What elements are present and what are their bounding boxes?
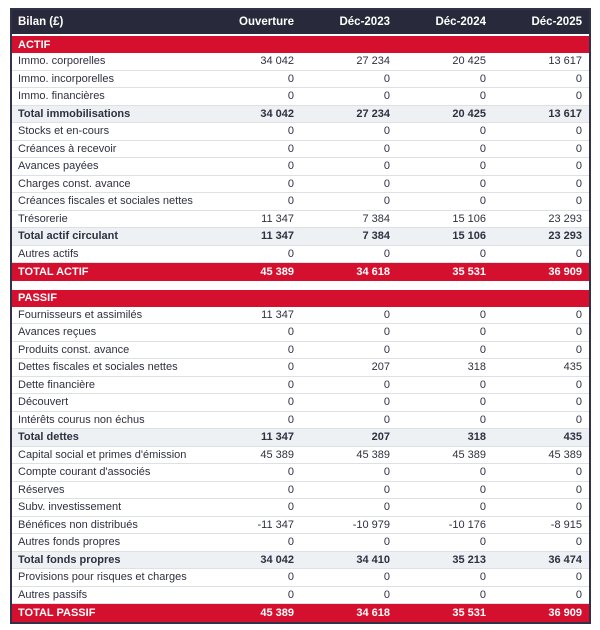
cell-value: 318 [467,361,486,374]
row-label: Intérêts courus non échus [18,413,145,426]
cell-value: 0 [383,396,390,409]
cell-value: 0 [383,326,390,339]
cell-value: 207 [371,361,390,374]
cell-value: 0 [287,378,294,391]
cell-value: 35 531 [452,606,486,619]
cell-value: 27 234 [356,107,390,120]
cell-value: -10 979 [352,518,390,531]
cell-value: 0 [383,501,390,514]
cell-value: 0 [575,466,582,479]
cell-value: 435 [563,361,582,374]
cell-value: 15 106 [452,230,486,243]
row-label: Total actif circulant [18,230,119,243]
cell-value: 0 [287,125,294,138]
cell-value: 35 213 [452,553,486,566]
cell-value: 0 [287,588,294,601]
table-row [12,106,589,124]
table-row [12,158,589,176]
table-row [12,324,589,342]
cell-value: 0 [575,588,582,601]
table-row [12,429,589,447]
cell-value: 11 347 [260,431,294,444]
cell-value: 34 042 [260,55,294,68]
cell-value: 0 [383,343,390,356]
table-row [12,359,589,377]
table-row [12,412,589,430]
cell-value: 0 [383,247,390,260]
row-label: Total fonds propres [18,553,121,566]
cell-value: 0 [479,142,486,155]
table-row [12,482,589,500]
cell-value: 0 [287,142,294,155]
table-row [12,71,589,89]
cell-value: 0 [479,195,486,208]
table-row [12,499,589,517]
section-title: PASSIF [18,292,57,304]
column-header: Déc-2025 [531,16,582,28]
cell-value: 0 [575,378,582,391]
row-label: Avances payées [18,160,99,173]
table-row [12,246,589,264]
cell-value: 0 [479,308,486,321]
cell-value: 0 [287,361,294,374]
cell-value: 45 389 [356,448,390,461]
row-label: Réserves [18,483,65,496]
table-row [12,141,589,159]
cell-value: 36 909 [548,265,582,278]
cell-value: 207 [371,431,390,444]
row-label: Autres passifs [18,588,88,601]
cell-value: 7 384 [362,230,390,243]
cell-value: 318 [467,431,486,444]
cell-value: 0 [575,142,582,155]
cell-value: 0 [479,501,486,514]
cell-value: 0 [383,142,390,155]
cell-value: 0 [575,483,582,496]
row-label: Stocks et en-cours [18,125,110,138]
section-title: ACTIF [18,38,51,51]
cell-value: 20 425 [452,107,486,120]
cell-value: 0 [287,536,294,549]
cell-value: 0 [383,466,390,479]
cell-value: 0 [287,160,294,173]
cell-value: 0 [383,177,390,190]
cell-value: 34 410 [356,553,390,566]
row-label: Autres fonds propres [18,536,121,549]
cell-value: 0 [287,343,294,356]
cell-value: 0 [287,571,294,584]
cell-value: 0 [383,571,390,584]
table-row [12,517,589,535]
cell-value: 0 [287,501,294,514]
cell-value: 0 [287,396,294,409]
cell-value: 0 [383,90,390,103]
cell-value: 45 389 [260,448,294,461]
cell-value: 27 234 [356,55,390,68]
column-header: Déc-2023 [339,16,390,28]
cell-value: 11 347 [261,308,294,321]
cell-value: 0 [575,396,582,409]
row-label: Subv. investissement [18,501,122,514]
cell-value: 0 [287,483,294,496]
row-label: Dette financière [18,378,96,391]
cell-value: 20 425 [452,55,486,68]
row-label: Capital social et primes d'émission [18,448,187,461]
table-row [12,447,589,465]
row-label: Autres actifs [18,247,79,260]
table-row [12,53,589,71]
table-row [12,377,589,395]
section-header [12,288,589,307]
row-label: Total immobilisations [18,107,131,120]
cell-value: 0 [575,195,582,208]
cell-value: 0 [383,483,390,496]
table-body [12,34,589,622]
cell-value: -11 347 [257,518,294,531]
cell-value: 0 [479,90,486,103]
table-row [12,534,589,552]
cell-value: 0 [479,588,486,601]
cell-value: 34 618 [356,265,390,278]
cell-value: 0 [479,343,486,356]
row-label: Immo. corporelles [18,55,106,68]
row-label: Découvert [18,396,69,409]
table-row [12,587,589,605]
cell-value: 0 [383,588,390,601]
cell-value: 0 [575,501,582,514]
row-label: Avances reçues [18,326,97,339]
row-label: Immo. financières [18,90,105,103]
cell-value: 7 384 [362,212,390,225]
row-label: Compte courant d'associés [18,466,151,479]
cell-value: 0 [479,326,486,339]
cell-value: 0 [287,195,294,208]
cell-value: 0 [479,72,486,85]
cell-value: 0 [575,343,582,356]
cell-value: 0 [575,326,582,339]
cell-value: 0 [383,378,390,391]
cell-value: 36 474 [548,553,582,566]
cell-value: 0 [287,72,294,85]
cell-value: 0 [575,125,582,138]
cell-value: 0 [479,571,486,584]
row-label: Créances fiscales et sociales nettes [18,195,193,208]
cell-value: 0 [575,247,582,260]
cell-value: 0 [575,413,582,426]
cell-value: 0 [479,125,486,138]
cell-value: -8 915 [550,518,582,531]
cell-value: 23 293 [548,230,582,243]
cell-value: -10 176 [448,518,486,531]
cell-value: 15 106 [452,212,486,225]
cell-value: 0 [479,378,486,391]
table-row [12,464,589,482]
cell-value: 0 [287,326,294,339]
cell-value: 0 [575,72,582,85]
row-label: TOTAL PASSIF [18,606,96,619]
table-row [12,394,589,412]
table-row [12,123,589,141]
cell-value: 0 [479,466,486,479]
table-row [12,228,589,246]
cell-value: 0 [479,536,486,549]
table-row [12,604,589,622]
cell-value: 34 618 [356,606,390,619]
row-label: Créances à recevoir [18,142,117,155]
cell-value: 0 [575,571,582,584]
cell-value: 0 [575,90,582,103]
column-header: Ouverture [239,16,294,28]
balance-sheet-table [10,8,591,624]
cell-value: 0 [383,308,390,321]
cell-value: 0 [383,195,390,208]
table-row [12,342,589,360]
cell-value: 36 909 [548,606,582,619]
row-label: Charges const. avance [18,177,131,190]
cell-value: 34 042 [260,553,294,566]
row-label: Provisions pour risques et charges [18,571,187,584]
cell-value: 34 042 [260,107,294,120]
table-row [12,552,589,570]
cell-value: 0 [383,536,390,549]
cell-value: 0 [383,125,390,138]
cell-value: 0 [479,396,486,409]
row-label: Dettes fiscales et sociales nettes [18,361,178,374]
row-label: TOTAL ACTIF [18,265,89,278]
table-row [12,193,589,211]
cell-value: 0 [287,466,294,479]
cell-value: 11 347 [261,212,294,225]
cell-value: 0 [575,177,582,190]
cell-value: 0 [575,308,582,321]
cell-value: 0 [383,413,390,426]
cell-value: 0 [479,247,486,260]
cell-value: 11 347 [260,230,294,243]
cell-value: 13 617 [548,107,582,120]
table-header [12,10,589,34]
table-row [12,307,589,325]
table-row [12,176,589,194]
cell-value: 0 [575,160,582,173]
table-row [12,263,589,281]
cell-value: 0 [287,247,294,260]
report-title: Bilan (£) [18,16,64,28]
cell-value: 435 [563,431,582,444]
cell-value: 0 [287,177,294,190]
row-label: Fournisseurs et assimilés [18,308,143,321]
table-row [12,569,589,587]
cell-value: 0 [383,72,390,85]
cell-value: 45 389 [260,265,294,278]
cell-value: 0 [479,177,486,190]
cell-value: 45 389 [260,606,294,619]
cell-value: 0 [479,483,486,496]
row-label: Total dettes [18,431,79,444]
cell-value: 0 [479,160,486,173]
cell-value: 13 617 [548,55,582,68]
table-row [12,88,589,106]
table-row [12,211,589,229]
cell-value: 0 [287,90,294,103]
cell-value: 45 389 [452,448,486,461]
row-label: Trésorerie [18,212,68,225]
cell-value: 0 [287,413,294,426]
cell-value: 23 293 [548,212,582,225]
cell-value: 0 [575,536,582,549]
section-header [12,34,589,53]
cell-value: 35 531 [452,265,486,278]
row-label: Produits const. avance [18,343,130,356]
cell-value: 0 [479,413,486,426]
row-label: Immo. incorporelles [18,72,114,85]
column-header: Déc-2024 [435,16,486,28]
cell-value: 0 [383,160,390,173]
section-spacer [12,281,589,288]
cell-value: 45 389 [548,448,582,461]
row-label: Bénéfices non distribués [18,518,138,531]
